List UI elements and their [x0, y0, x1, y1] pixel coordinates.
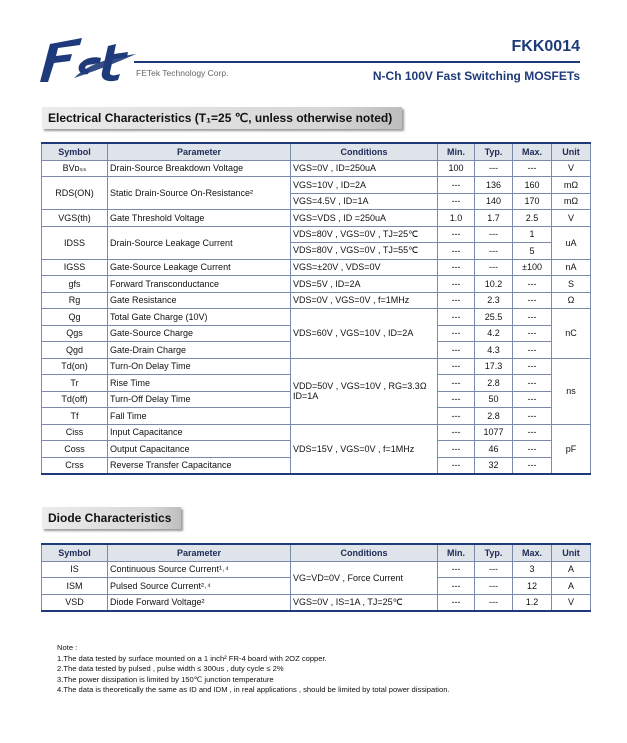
- product-subtitle: N-Ch 100V Fast Switching MOSFETs: [372, 69, 580, 83]
- typ-cell: ---: [475, 243, 513, 260]
- typ-cell: 1.7: [475, 210, 513, 227]
- symbol-cell: RDS(ON): [42, 177, 108, 210]
- condition-cell: VGS=±20V , VDS=0V: [291, 259, 438, 276]
- symbol-cell: Td(on): [42, 358, 108, 375]
- unit-cell: mΩ: [552, 177, 591, 194]
- parameter-cell: Pulsed Source Current²˒⁴: [108, 578, 291, 595]
- company-name: FETek Technology Corp.: [136, 68, 229, 78]
- unit-cell: S: [552, 276, 591, 293]
- min-cell: ---: [438, 408, 475, 425]
- col-header: Unit: [552, 143, 591, 160]
- note-item: 3.The power dissipation is limited by 150℃ junction temperature: [57, 674, 274, 684]
- condition-cell: VGS=4.5V , ID=1A: [291, 193, 438, 210]
- max-cell: 1: [513, 226, 552, 243]
- col-header: Unit: [552, 544, 591, 561]
- table-row: [42, 424, 591, 441]
- min-cell: ---: [438, 276, 475, 293]
- parameter-cell: Input Capacitance: [108, 424, 291, 441]
- note-item: 2.The data tested by pulsed , pulse width ≤ 300us , duty cycle ≤ 2%: [57, 664, 284, 674]
- min-cell: 1.0: [438, 210, 475, 227]
- min-cell: ---: [438, 325, 475, 342]
- max-cell: 1.2: [513, 594, 552, 611]
- symbol-cell: ISM: [42, 578, 108, 595]
- condition-cell: VGS=VDS , ID =250uA: [291, 210, 438, 227]
- symbol-cell: IS: [42, 561, 108, 578]
- electrical-section-title: Electrical Characteristics (T₁=25 ℃, unless otherwise noted): [42, 107, 402, 129]
- parameter-cell: Drain-Source Leakage Current: [108, 226, 291, 259]
- symbol-cell: Rg: [42, 292, 108, 309]
- symbol-cell: VGS(th): [42, 210, 108, 227]
- condition-cell: VGS=0V , IS=1A , TJ=25℃: [291, 594, 438, 611]
- col-header: Parameter: [108, 143, 291, 160]
- min-cell: ---: [438, 594, 475, 611]
- col-header: Conditions: [291, 544, 438, 561]
- symbol-cell: Td(off): [42, 391, 108, 408]
- parameter-cell: Diode Forward Voltage²: [108, 594, 291, 611]
- min-cell: ---: [438, 358, 475, 375]
- col-header: Max.: [513, 143, 552, 160]
- min-cell: ---: [438, 292, 475, 309]
- condition-cell: VDS=5V , ID=2A: [291, 276, 438, 293]
- max-cell: ---: [513, 325, 552, 342]
- note-item: 1.The data tested by surface mounted on a 1 inch² FR-4 board with 2OZ copper.: [57, 653, 327, 663]
- diode-table: [41, 543, 591, 612]
- parameter-cell: Turn-Off Delay Time: [108, 391, 291, 408]
- max-cell: ---: [513, 292, 552, 309]
- condition-cell: VDS=60V , VGS=10V , ID=2A: [291, 309, 438, 359]
- table-row: [42, 561, 591, 578]
- parameter-cell: Gate-Source Charge: [108, 325, 291, 342]
- parameter-cell: Fall Time: [108, 408, 291, 425]
- min-cell: ---: [438, 309, 475, 326]
- typ-cell: 17.3: [475, 358, 513, 375]
- unit-cell: ns: [552, 358, 591, 424]
- max-cell: ---: [513, 276, 552, 293]
- table-row: [42, 594, 591, 611]
- max-cell: 5: [513, 243, 552, 260]
- max-cell: ---: [513, 342, 552, 359]
- table-row: [42, 358, 591, 375]
- parameter-cell: Continuous Source Current¹˒⁴: [108, 561, 291, 578]
- min-cell: ---: [438, 177, 475, 194]
- unit-cell: uA: [552, 226, 591, 259]
- parameter-cell: Total Gate Charge (10V): [108, 309, 291, 326]
- min-cell: ---: [438, 561, 475, 578]
- parameter-cell: Gate-Source Leakage Current: [108, 259, 291, 276]
- table-header-row: [42, 143, 591, 160]
- col-header: Min.: [438, 143, 475, 160]
- condition-cell: VDS=80V , VGS=0V , TJ=25℃: [291, 226, 438, 243]
- unit-cell: V: [552, 160, 591, 177]
- unit-cell: nA: [552, 259, 591, 276]
- min-cell: ---: [438, 391, 475, 408]
- parameter-cell: Reverse Transfer Capacitance: [108, 457, 291, 474]
- col-header: Typ.: [475, 544, 513, 561]
- table-row: [42, 309, 591, 326]
- min-cell: ---: [438, 578, 475, 595]
- symbol-cell: VSD: [42, 594, 108, 611]
- typ-cell: 25.5: [475, 309, 513, 326]
- symbol-cell: IDSS: [42, 226, 108, 259]
- typ-cell: 4.2: [475, 325, 513, 342]
- symbol-cell: Qgs: [42, 325, 108, 342]
- condition-cell: VGS=0V , ID=250uA: [291, 160, 438, 177]
- max-cell: 12: [513, 578, 552, 595]
- company-logo: [38, 36, 138, 86]
- condition-cell: VDS=0V , VGS=0V , f=1MHz: [291, 292, 438, 309]
- col-header: Max.: [513, 544, 552, 561]
- symbol-cell: Ciss: [42, 424, 108, 441]
- col-header: Min.: [438, 544, 475, 561]
- unit-cell: Ω: [552, 292, 591, 309]
- table-row: [42, 177, 591, 194]
- min-cell: ---: [438, 193, 475, 210]
- min-cell: ---: [438, 375, 475, 392]
- typ-cell: 32: [475, 457, 513, 474]
- typ-cell: 2.8: [475, 375, 513, 392]
- condition-cell: VDD=50V , VGS=10V , RG=3.3Ω ID=1A: [291, 358, 438, 424]
- notes-block: [57, 643, 450, 696]
- note-item: 4.The data is theoretically the same as ID and IDM , in real applications , should be limited by total power dissipation.: [57, 685, 450, 695]
- unit-cell: pF: [552, 424, 591, 474]
- parameter-cell: Forward Transconductance: [108, 276, 291, 293]
- unit-cell: V: [552, 210, 591, 227]
- symbol-cell: Qg: [42, 309, 108, 326]
- parameter-cell: Rise Time: [108, 375, 291, 392]
- col-header: Typ.: [475, 143, 513, 160]
- parameter-cell: Drain-Source Breakdown Voltage: [108, 160, 291, 177]
- typ-cell: ---: [475, 160, 513, 177]
- col-header: Symbol: [42, 544, 108, 561]
- max-cell: ---: [513, 424, 552, 441]
- max-cell: ±100: [513, 259, 552, 276]
- condition-cell: VDS=80V , VGS=0V , TJ=55℃: [291, 243, 438, 260]
- parameter-cell: Turn-On Delay Time: [108, 358, 291, 375]
- typ-cell: ---: [475, 578, 513, 595]
- max-cell: 2.5: [513, 210, 552, 227]
- table-row: [42, 259, 591, 276]
- unit-cell: A: [552, 561, 591, 578]
- max-cell: ---: [513, 391, 552, 408]
- table-row: [42, 160, 591, 177]
- typ-cell: ---: [475, 259, 513, 276]
- max-cell: ---: [513, 358, 552, 375]
- condition-cell: VGS=10V , ID=2A: [291, 177, 438, 194]
- min-cell: ---: [438, 457, 475, 474]
- col-header: Parameter: [108, 544, 291, 561]
- symbol-cell: Crss: [42, 457, 108, 474]
- symbol-cell: BVᴅₛₛ: [42, 160, 108, 177]
- symbol-cell: Coss: [42, 441, 108, 458]
- unit-cell: nC: [552, 309, 591, 359]
- electrical-table: [41, 142, 591, 475]
- max-cell: ---: [513, 408, 552, 425]
- table-row: [42, 226, 591, 243]
- typ-cell: 140: [475, 193, 513, 210]
- max-cell: ---: [513, 441, 552, 458]
- typ-cell: 50: [475, 391, 513, 408]
- typ-cell: 46: [475, 441, 513, 458]
- min-cell: ---: [438, 226, 475, 243]
- unit-cell: A: [552, 578, 591, 595]
- parameter-cell: Gate-Drain Charge: [108, 342, 291, 359]
- table-row: [42, 292, 591, 309]
- min-cell: ---: [438, 243, 475, 260]
- max-cell: 160: [513, 177, 552, 194]
- max-cell: 3: [513, 561, 552, 578]
- notes-heading: Note :: [57, 643, 78, 652]
- parameter-cell: Gate Resistance: [108, 292, 291, 309]
- min-cell: ---: [438, 424, 475, 441]
- min-cell: ---: [438, 441, 475, 458]
- typ-cell: 136: [475, 177, 513, 194]
- min-cell: ---: [438, 259, 475, 276]
- part-number: FKK0014: [511, 38, 580, 55]
- parameter-cell: Gate Threshold Voltage: [108, 210, 291, 227]
- table-header-row: [42, 544, 591, 561]
- parameter-cell: Output Capacitance: [108, 441, 291, 458]
- typ-cell: ---: [475, 561, 513, 578]
- table-row: [42, 210, 591, 227]
- symbol-cell: gfs: [42, 276, 108, 293]
- condition-cell: VG=VD=0V , Force Current: [291, 561, 438, 594]
- typ-cell: 10.2: [475, 276, 513, 293]
- parameter-cell: Static Drain-Source On-Resistance²: [108, 177, 291, 210]
- symbol-cell: Tf: [42, 408, 108, 425]
- unit-cell: mΩ: [552, 193, 591, 210]
- max-cell: ---: [513, 375, 552, 392]
- max-cell: ---: [513, 309, 552, 326]
- typ-cell: 2.8: [475, 408, 513, 425]
- max-cell: ---: [513, 457, 552, 474]
- typ-cell: 4.3: [475, 342, 513, 359]
- header-rule: [134, 61, 580, 63]
- typ-cell: 2.3: [475, 292, 513, 309]
- symbol-cell: IGSS: [42, 259, 108, 276]
- max-cell: 170: [513, 193, 552, 210]
- table-row: [42, 276, 591, 293]
- col-header: Symbol: [42, 143, 108, 160]
- condition-cell: VDS=15V , VGS=0V , f=1MHz: [291, 424, 438, 474]
- typ-cell: ---: [475, 226, 513, 243]
- diode-section-title: Diode Characteristics: [42, 507, 181, 529]
- min-cell: ---: [438, 342, 475, 359]
- max-cell: ---: [513, 160, 552, 177]
- typ-cell: ---: [475, 594, 513, 611]
- symbol-cell: Qgd: [42, 342, 108, 359]
- typ-cell: 1077: [475, 424, 513, 441]
- symbol-cell: Tr: [42, 375, 108, 392]
- unit-cell: V: [552, 594, 591, 611]
- col-header: Conditions: [291, 143, 438, 160]
- min-cell: 100: [438, 160, 475, 177]
